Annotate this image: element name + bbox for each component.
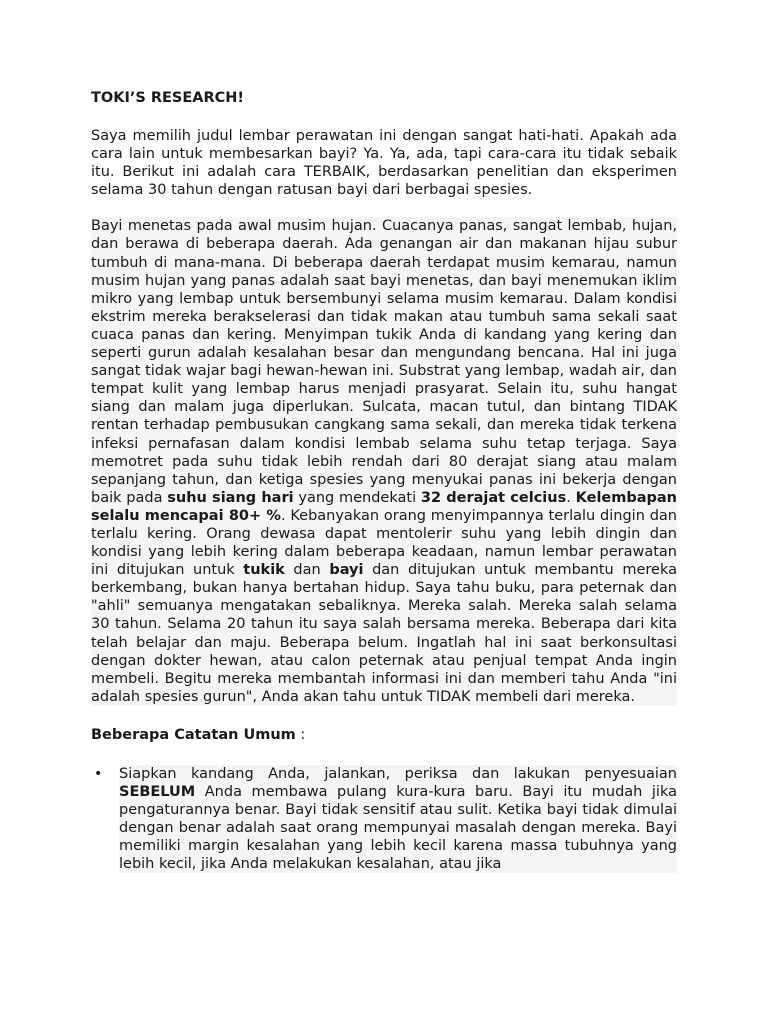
- main-paragraph: [91, 217, 677, 706]
- emphasis-humidity: Kelembapan selalu mencapai 80+ %: [91, 489, 678, 524]
- notes-heading-label: Beberapa Catatan Umum: [91, 726, 296, 743]
- document-page: [91, 88, 677, 873]
- notes-heading: [91, 725, 677, 745]
- body-text-3: .: [566, 489, 576, 506]
- notes-list: [91, 765, 677, 873]
- emphasis-hatchling: tukik: [243, 562, 285, 579]
- body-text-6: dan ditujukan untuk membantu mereka berkembang, bukan hanya bertahan hidup. Saya tahu buku, para peternak dan "ahli" semuanya mengatakan sebaliknya. Mereka salah. Mereka salah selama 30 tahun. Selama 20 tahun itu saya salah bersama mereka. Beberapa dari kita telah belajar dan maju. Beberapa belum. Ingatlah hal ini saat berkonsultasi dengan dokter hewan, atau calon peternak atau penjual tempat Anda ingin membeli. Begitu mereka membantah informasi ini dan memberi tahu Anda "ini adalah spesies gurun", Anda akan tahu untuk TIDAK membeli dari mereka.: [91, 562, 677, 705]
- list-item: [94, 765, 677, 873]
- body-text-4: . Kebanyakan orang menyimpannya terlalu dingin dan terlalu kering. Orang dewasa dapat mentolerir suhu yang lebih dingin dan kondisi yang lebih kering dalam beberapa keadaan, namun lembar perawatan ini ditujukan untuk: [91, 507, 677, 579]
- notes-heading-suffix: :: [295, 726, 306, 743]
- note-text-before: Siapkan kandang Anda, jalankan, periksa dan lakukan penyesuaian: [119, 765, 677, 782]
- emphasis-day-temperature: suhu siang hari: [167, 489, 294, 506]
- emphasis-celsius: 32 derajat celcius: [420, 489, 567, 506]
- body-text-5: dan: [284, 562, 330, 579]
- intro-paragraph: Saya memilih judul lembar perawatan ini dengan sangat hati-hati. Apakah ada cara lain untuk membesarkan bayi? Ya. Ya, ada, tapi cara-cara itu tidak sebaik itu. Berikut ini adalah cara TERBAIK, berdasarkan penelitian dan eksperimen selama 30 tahun dengan ratusan bayi dari berbagai spesies.: [91, 128, 677, 199]
- bullet-icon: •: [94, 765, 103, 782]
- document-title: TOKI’S RESEARCH!: [91, 90, 245, 106]
- note-text-after: Anda membawa pulang kura-kura baru. Bayi itu mudah jika pengaturannya benar. Bayi tidak sensitif atau sulit. Ketika bayi tidak dimulai dengan benar adalah saat orang mempunyai masalah dengan mereka. Bayi memiliki margin kesalahan yang lebih kecil karena massa tubuhnya yang lebih kecil, jika Anda melakukan kesalahan, atau jika: [119, 784, 677, 873]
- body-text-1: Bayi menetas pada awal musim hujan. Cuacanya panas, sangat lembab, hujan, dan berawa di beberapa daerah. Ada genangan air dan makanan hijau subur tumbuh di mana-mana. Di beberapa daerah terdapat musim kemarau, namun musim hujan yang panas adalah saat bayi menetas, dan bayi menemukan iklim mikro yang lembap untuk bersembunyi selama musim kemarau. Dalam kondisi ekstrim mereka berakselerasi dan tidak makan atau tumbuh sama sekali saat cuaca panas dan kering. Menyimpan tukik Anda di kandang yang kering dan seperti gurun adalah kesalahan besar dan mengundang bencana. Hal ini juga sangat tidak wajar bagi hewan-hewan ini. Substrat yang lembap, wadah air, dan tempat kulit yang lembap harus menjadi prasyarat. Selain itu, suhu hangat siang dan malam juga diperlukan. Sulcata, macan tutul, dan bintang TIDAK rentan terhadap pembusukan cangkang sama sekali, dan mereka tidak terkena infeksi pernafasan dalam kondisi lembab selama suhu tetap terjaga. Saya memotret pada suhu tidak lebih rendah dari 80 derajat siang atau malam sepanjang tahun, dan ketiga spesies yang menyukai panas ini bekerja dengan baik pada: [91, 218, 677, 506]
- body-text-2: yang mendekati: [293, 489, 421, 506]
- emphasis-baby: bayi: [329, 562, 364, 579]
- note-emphasis: SEBELUM: [119, 784, 196, 800]
